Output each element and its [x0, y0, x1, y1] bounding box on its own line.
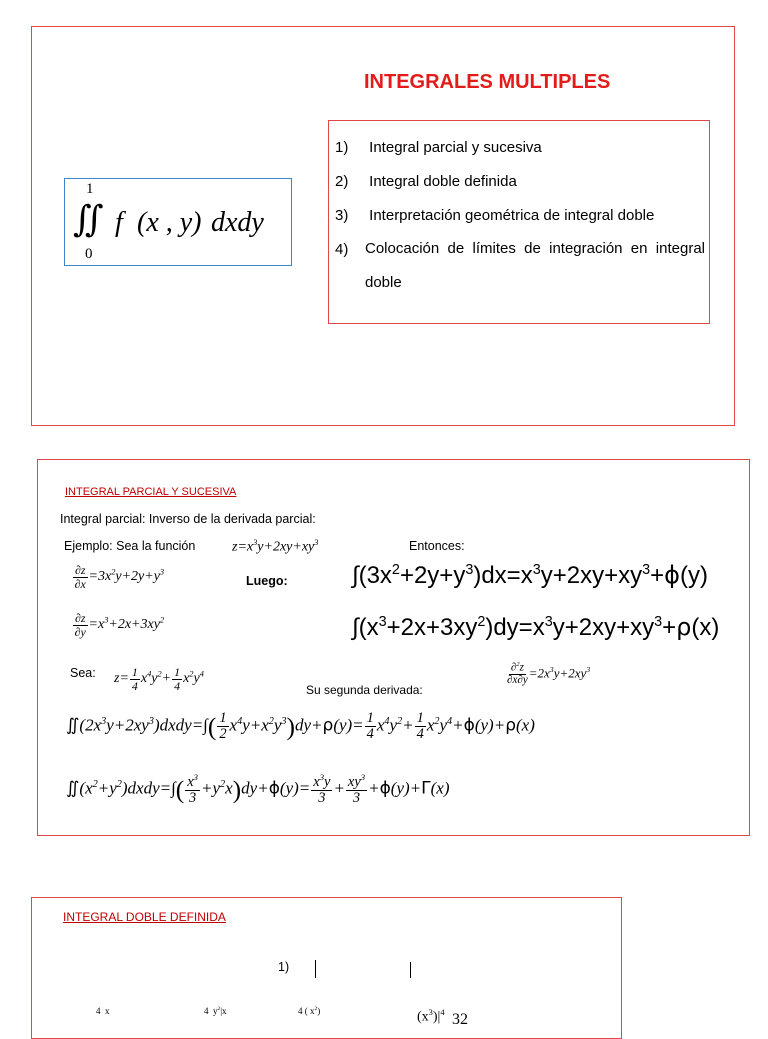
section-heading: INTEGRAL DOBLE DEFINIDA	[63, 910, 226, 924]
partial-z-y: $\frac{\partial z}{\partial y}$ $=x^3+2x+3xy^2$	[74, 611, 165, 639]
sea-label: Sea:	[70, 666, 96, 680]
bracket-mark	[315, 960, 316, 978]
topic-text: Integral doble definida	[369, 173, 517, 190]
lower-limit: 0	[85, 246, 93, 262]
mixed-partial-derivative: $\frac{\partial^2z}{\partial x\partial y}$ $=2x^3y+2xy^3$	[507, 661, 591, 687]
item-number: 1)	[278, 960, 290, 974]
topics-box	[328, 120, 710, 324]
second-derivative-label: Su segunda derivada:	[306, 683, 423, 697]
topic-text: Interpretación geométrica de integral doble	[369, 207, 655, 224]
differential: dxdy	[211, 207, 264, 238]
double-integral-equation-1: $∬(2x^3y+2xy^3)dxdy=\int$( $\frac{1}{2}$ $x^4y+x^2y^3)dy+\rho(y)=$ $\frac{1}{4}$ $x^4y^2+$ $\frac{1}{4}$ $x^2y^4+\phi(y)+\rho(x)$	[66, 710, 535, 743]
slide-intro	[31, 26, 735, 426]
topic-4	[335, 241, 705, 300]
slide-partial-integral	[37, 459, 750, 836]
topic-text: Colocación de límites de integración en integral doble	[365, 240, 705, 291]
double-integral-equation-2: $∬(x^2+y^2)dxdy=\int$( $\frac{x^3}{3}$ $+y^2x)dy+\phi(y)=$ $\frac{x^3y}{3}$ + $\frac{xy^3}{3}$ +ϕ(y)+Γ(x)	[66, 772, 450, 806]
function-f: f	[115, 207, 123, 238]
luego-label: Luego:	[246, 574, 288, 588]
slide-title: INTEGRALES MULTIPLES	[364, 71, 611, 93]
partial-z-x: $\frac{\partial z}{\partial x}$ $=3x^2y+2y+y^3$	[74, 563, 165, 591]
intro-text: Integral parcial: Inverso de la derivada parcial:	[60, 512, 316, 526]
then-label: Entonces:	[409, 539, 465, 553]
truncated-limits: 4 x	[96, 1006, 110, 1016]
truncated-expression: $(x^3)|^4$	[417, 1008, 445, 1025]
example-label: Ejemplo: Sea la función	[64, 539, 196, 553]
bracket-mark	[410, 962, 411, 978]
function-z-definition: $z=x^3y+2xy+xy^3$	[232, 538, 319, 555]
double-integral-symbol: ∬	[73, 199, 104, 240]
topic-1	[335, 139, 542, 156]
topic-2	[335, 173, 517, 190]
integral-dx-equation: $\int(3x^2+2y+y^3)dx=x^3y+2xy+xy^3+\phi(y)$	[352, 561, 708, 589]
topic-text: Integral parcial y sucesiva	[369, 139, 542, 156]
function-args: (x , y)	[137, 207, 202, 238]
topic-number: 2)	[335, 173, 349, 190]
topic-number: 3)	[335, 207, 349, 224]
function-z-second: z= $\frac{1}{4}$ $x^4y^2+$ $\frac{1}{4}$ $x^2y^4$	[114, 665, 204, 693]
integral-dy-equation: $\int(x^3+2x+3xy^2)dy=x^3y+2xy+xy^3+\rho(x)$	[352, 613, 720, 641]
section-heading: INTEGRAL PARCIAL Y SUCESIVA	[65, 486, 237, 498]
truncated-limits: 4 ( $x^2$)	[298, 1006, 321, 1016]
topic-3	[335, 207, 654, 224]
result-value: 32	[452, 1011, 468, 1028]
slide-definite-double-integral	[31, 897, 622, 1039]
topic-number: 4)	[335, 241, 349, 258]
double-integral-formula-box	[64, 178, 292, 266]
upper-limit: 1	[86, 181, 94, 197]
truncated-limits: 4 $y^2|x$	[204, 1006, 227, 1016]
topic-number: 1)	[335, 139, 349, 156]
